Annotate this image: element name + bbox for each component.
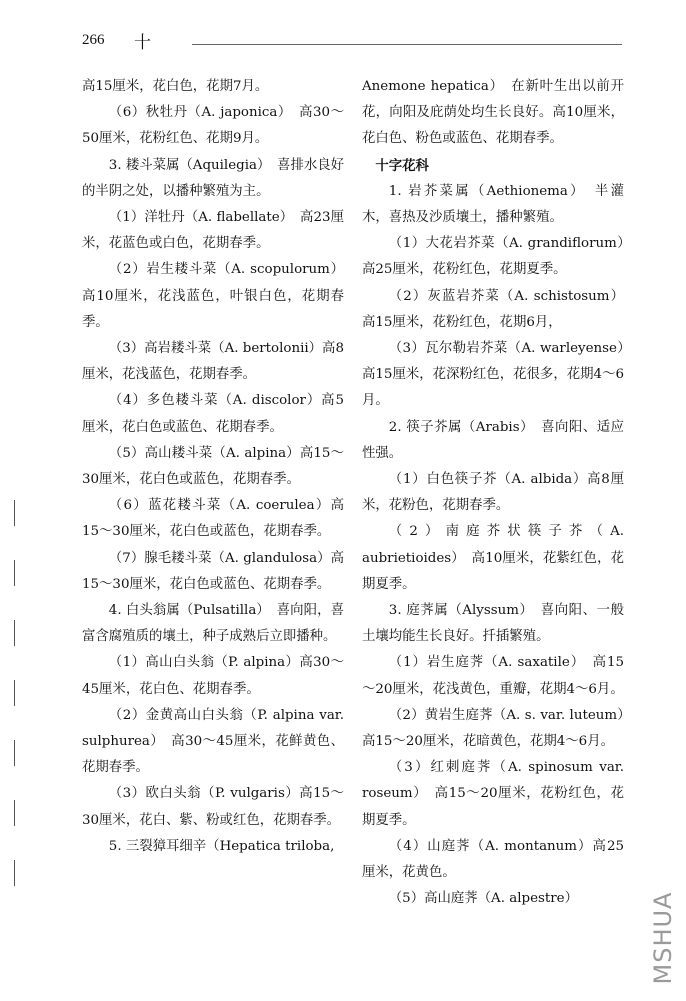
paragraph: （3）高岩耧斗菜（A. bertolonii）高8厘米，花浅蓝色，花期春季。 — [82, 341, 344, 383]
paragraph: （2）南庭芥状筷子芥（A. aubrietioides） 高10厘米，花紫红色，花期夏季。 — [362, 524, 624, 592]
binding-marks — [14, 500, 16, 920]
paragraph: 5. 三裂獐耳细辛（Hepatica triloba, — [108, 838, 335, 854]
paragraph: （3）瓦尔勒岩芥菜（A. warleyense） 高15厘米，花深粉红色，花很多，花期4～6月。 — [362, 341, 638, 409]
paragraph: 2. 筷子芥属（Arabis） 喜向阳、适应性强。 — [362, 419, 624, 461]
paragraph: 高15厘米，花白色，花期7月。 — [82, 79, 269, 94]
chapter-mark: 十 — [134, 33, 151, 53]
paragraph: （1）大花岩芥菜（A. grandiflorum） 高25厘米，花粉红色，花期夏季。 — [362, 236, 638, 278]
paragraph: （2）黄岩生庭荠（A. s. var. luteum） 高15～20厘米，花暗黄色，花期4～6月。 — [362, 707, 638, 750]
paragraph: （2）灰蓝岩芥菜（A. schistosum）高15厘米，花粉红色，花期6月， — [362, 288, 624, 330]
left-column — [82, 74, 344, 860]
watermark — [648, 884, 678, 994]
paragraph: 4. 白头翁属（Pulsatilla） 喜向阳，喜富含腐殖质的壤土，种子成熟后立即播种。 — [82, 603, 344, 645]
paragraph: 1. 岩芥菜属（Aethionema） 半灌木，喜热及沙质壤土，播种繁殖。 — [362, 183, 624, 226]
paragraph: （5）高山耧斗菜（A. alpina）高15～30厘米，花白色或蓝色，花期春季。 — [82, 445, 344, 488]
page-number: 266 — [82, 32, 105, 48]
paragraph: （2）岩生耧斗菜（A. scopulorum）高10厘米，花浅蓝色，叶银白色，花期春季。 — [82, 262, 344, 330]
right-column — [362, 74, 638, 913]
paragraph: （1）高山白头翁（P. alpina）高30～45厘米，花白色、花期春季。 — [82, 655, 344, 697]
paragraph: （3）红刺庭荠（A. spinosum var. roseum） 高15～20厘米，花粉红色，花期夏季。 — [362, 760, 624, 828]
paragraph: （5）高山庭荠（A. alpestre） — [388, 891, 578, 907]
paragraph: （4）多色耧斗菜（A. discolor）高5厘米，花白色或蓝色、花期春季。 — [82, 393, 344, 435]
paragraph: Anemone hepatica） 在新叶生出以前开花，向阳及庇荫处均生长良好。高10厘米，花白色、粉色或蓝色、花期春季。 — [362, 79, 624, 147]
paragraph: （1）洋牡丹（A. flabellate） 高23厘米，花蓝色或白色，花期春季。 — [82, 210, 344, 252]
paragraph: 3. 耧斗菜属（Aquilegia） 喜排水良好的半阴之处，以播种繁殖为主。 — [82, 157, 345, 199]
paragraph: （2）金黄高山白头翁（P. alpina var. sulphurea） 高30～45厘米，花鲜黄色、花期春季。 — [82, 707, 344, 776]
paragraph: （3）欧白头翁（P. vulgaris）高15～30厘米，花白、紫、粉或红色，花期春季。 — [82, 786, 344, 828]
paragraph: （6）秋牡丹（A. japonica） 高30～50厘米，花粉红色、花期9月。 — [82, 105, 344, 147]
watermark-text: MSHUA — [649, 891, 677, 985]
header-rule — [192, 44, 622, 45]
paragraph: （7）腺毛耧斗菜（A. glandulosa）高15～30厘米，花白色或蓝色、花期春季。 — [82, 550, 344, 592]
paragraph: （1）岩生庭荠（A. saxatile） 高15～20厘米，花浅黄色，重瓣，花期4～6月。 — [362, 655, 624, 697]
paragraph: （4）山庭荠（A. montanum）高25厘米，花黄色。 — [362, 838, 624, 881]
paragraph: （6）蓝花耧斗菜（A. coerulea）高15～30厘米，花白色或蓝色，花期春季。 — [82, 498, 344, 540]
paragraph: 3. 庭荠属（Alyssum） 喜向阳、一般土壤均能生长良好。扦插繁殖。 — [362, 603, 624, 645]
paragraph: （1）白色筷子芥（A. albida）高8厘米，花粉色，花期春季。 — [362, 472, 624, 514]
page-header — [82, 26, 622, 56]
section-heading: 十字花科 — [375, 157, 429, 174]
